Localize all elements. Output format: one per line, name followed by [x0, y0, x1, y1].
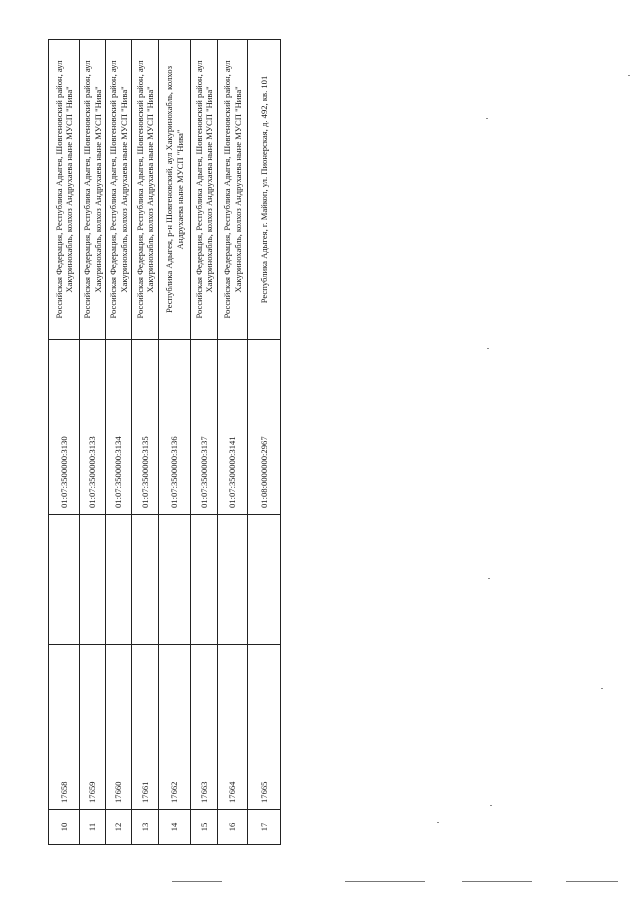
table-row — [218, 40, 248, 845]
footer-rule — [462, 881, 532, 882]
scan-speck — [486, 118, 488, 119]
property-address: Республика Адыгея, г. Майкоп, ул. Пионерская, д. 492, кв. 101 — [248, 40, 281, 340]
cadastral-number: 01:07:3500000:3130 — [49, 340, 80, 515]
registry-number: 17665 — [248, 645, 281, 810]
registry-number: 17658 — [49, 645, 80, 810]
property-address: Республика Адыгея, р-н Шовгеновский, аул Хакуринохабль, колхоз Андрухаева ныне МУСП "Нива" — [159, 40, 191, 340]
empty-cell — [248, 515, 281, 645]
scan-speck — [487, 348, 489, 349]
property-table — [48, 39, 281, 845]
table-row — [191, 40, 218, 845]
scan-speck — [490, 805, 492, 806]
footer-rule — [172, 881, 222, 882]
property-address: Российская Федерация, Республика Адыгея, Шовгеновский район, аул Хакуринохабль, колхоз Андрухаева ныне МУСП "Нива" — [49, 40, 80, 340]
table-row — [106, 40, 132, 845]
property-address: Российская Федерация, Республика Адыгея, Шовгеновский район, аул Хакуринохабль, колхоз Андрухаева ныне МУСП "Нива" — [80, 40, 106, 340]
property-address: Российская Федерация, Республика Адыгея, Шовгеновский район, аул Хакуринохабль, колхоз Андрухаева ныне МУСП "Нива" — [132, 40, 159, 340]
table-row — [159, 40, 191, 845]
cadastral-number: 01:07:3500000:3135 — [132, 340, 159, 515]
footer-rule — [566, 881, 618, 882]
scan-speck — [437, 822, 439, 823]
property-address: Российская Федерация, Республика Адыгея, Шовгеновский район, аул Хакуринохабль, колхоз Андрухаева ныне МУСП "Нива" — [106, 40, 132, 340]
row-number: 16 — [218, 810, 248, 845]
row-number: 13 — [132, 810, 159, 845]
table-row — [132, 40, 159, 845]
empty-cell — [218, 515, 248, 645]
registry-number: 17661 — [132, 645, 159, 810]
table-row — [248, 40, 281, 845]
empty-cell — [106, 515, 132, 645]
registry-number: 17663 — [191, 645, 218, 810]
registry-number: 17662 — [159, 645, 191, 810]
scan-speck — [601, 688, 603, 689]
empty-cell — [191, 515, 218, 645]
cadastral-number: 01:07:3500000:3137 — [191, 340, 218, 515]
registry-number: 17664 — [218, 645, 248, 810]
row-number: 11 — [80, 810, 106, 845]
property-address: Российская Федерация, Республика Адыгея, Шовгеновский район, аул Хакуринохабль, колхоз Андрухаева ныне МУСП "Нива" — [191, 40, 218, 340]
cadastral-number: 01:08:0000000:2967 — [248, 340, 281, 515]
scan-speck — [628, 75, 630, 76]
table-row — [49, 40, 80, 845]
footer-rule — [345, 881, 425, 882]
cadastral-number: 01:07:3500000:3136 — [159, 340, 191, 515]
empty-cell — [80, 515, 106, 645]
row-number: 12 — [106, 810, 132, 845]
rotated-table-container — [48, 40, 280, 845]
row-number: 15 — [191, 810, 218, 845]
scan-speck — [488, 578, 490, 579]
empty-cell — [132, 515, 159, 645]
table-row — [80, 40, 106, 845]
cadastral-number: 01:07:3500000:3133 — [80, 340, 106, 515]
property-address: Российская Федерация, Республика Адыгея, Шовгеновский район, аул Хакуринохабль, колхоз Андрухаева ныне МУСП "Нива" — [218, 40, 248, 340]
table-body — [49, 40, 281, 845]
cadastral-number: 01:07:3500000:3134 — [106, 340, 132, 515]
registry-number: 17660 — [106, 645, 132, 810]
row-number: 17 — [248, 810, 281, 845]
registry-number: 17659 — [80, 645, 106, 810]
empty-cell — [159, 515, 191, 645]
cadastral-number: 01:07:3500000:3141 — [218, 340, 248, 515]
row-number: 10 — [49, 810, 80, 845]
empty-cell — [49, 515, 80, 645]
row-number: 14 — [159, 810, 191, 845]
